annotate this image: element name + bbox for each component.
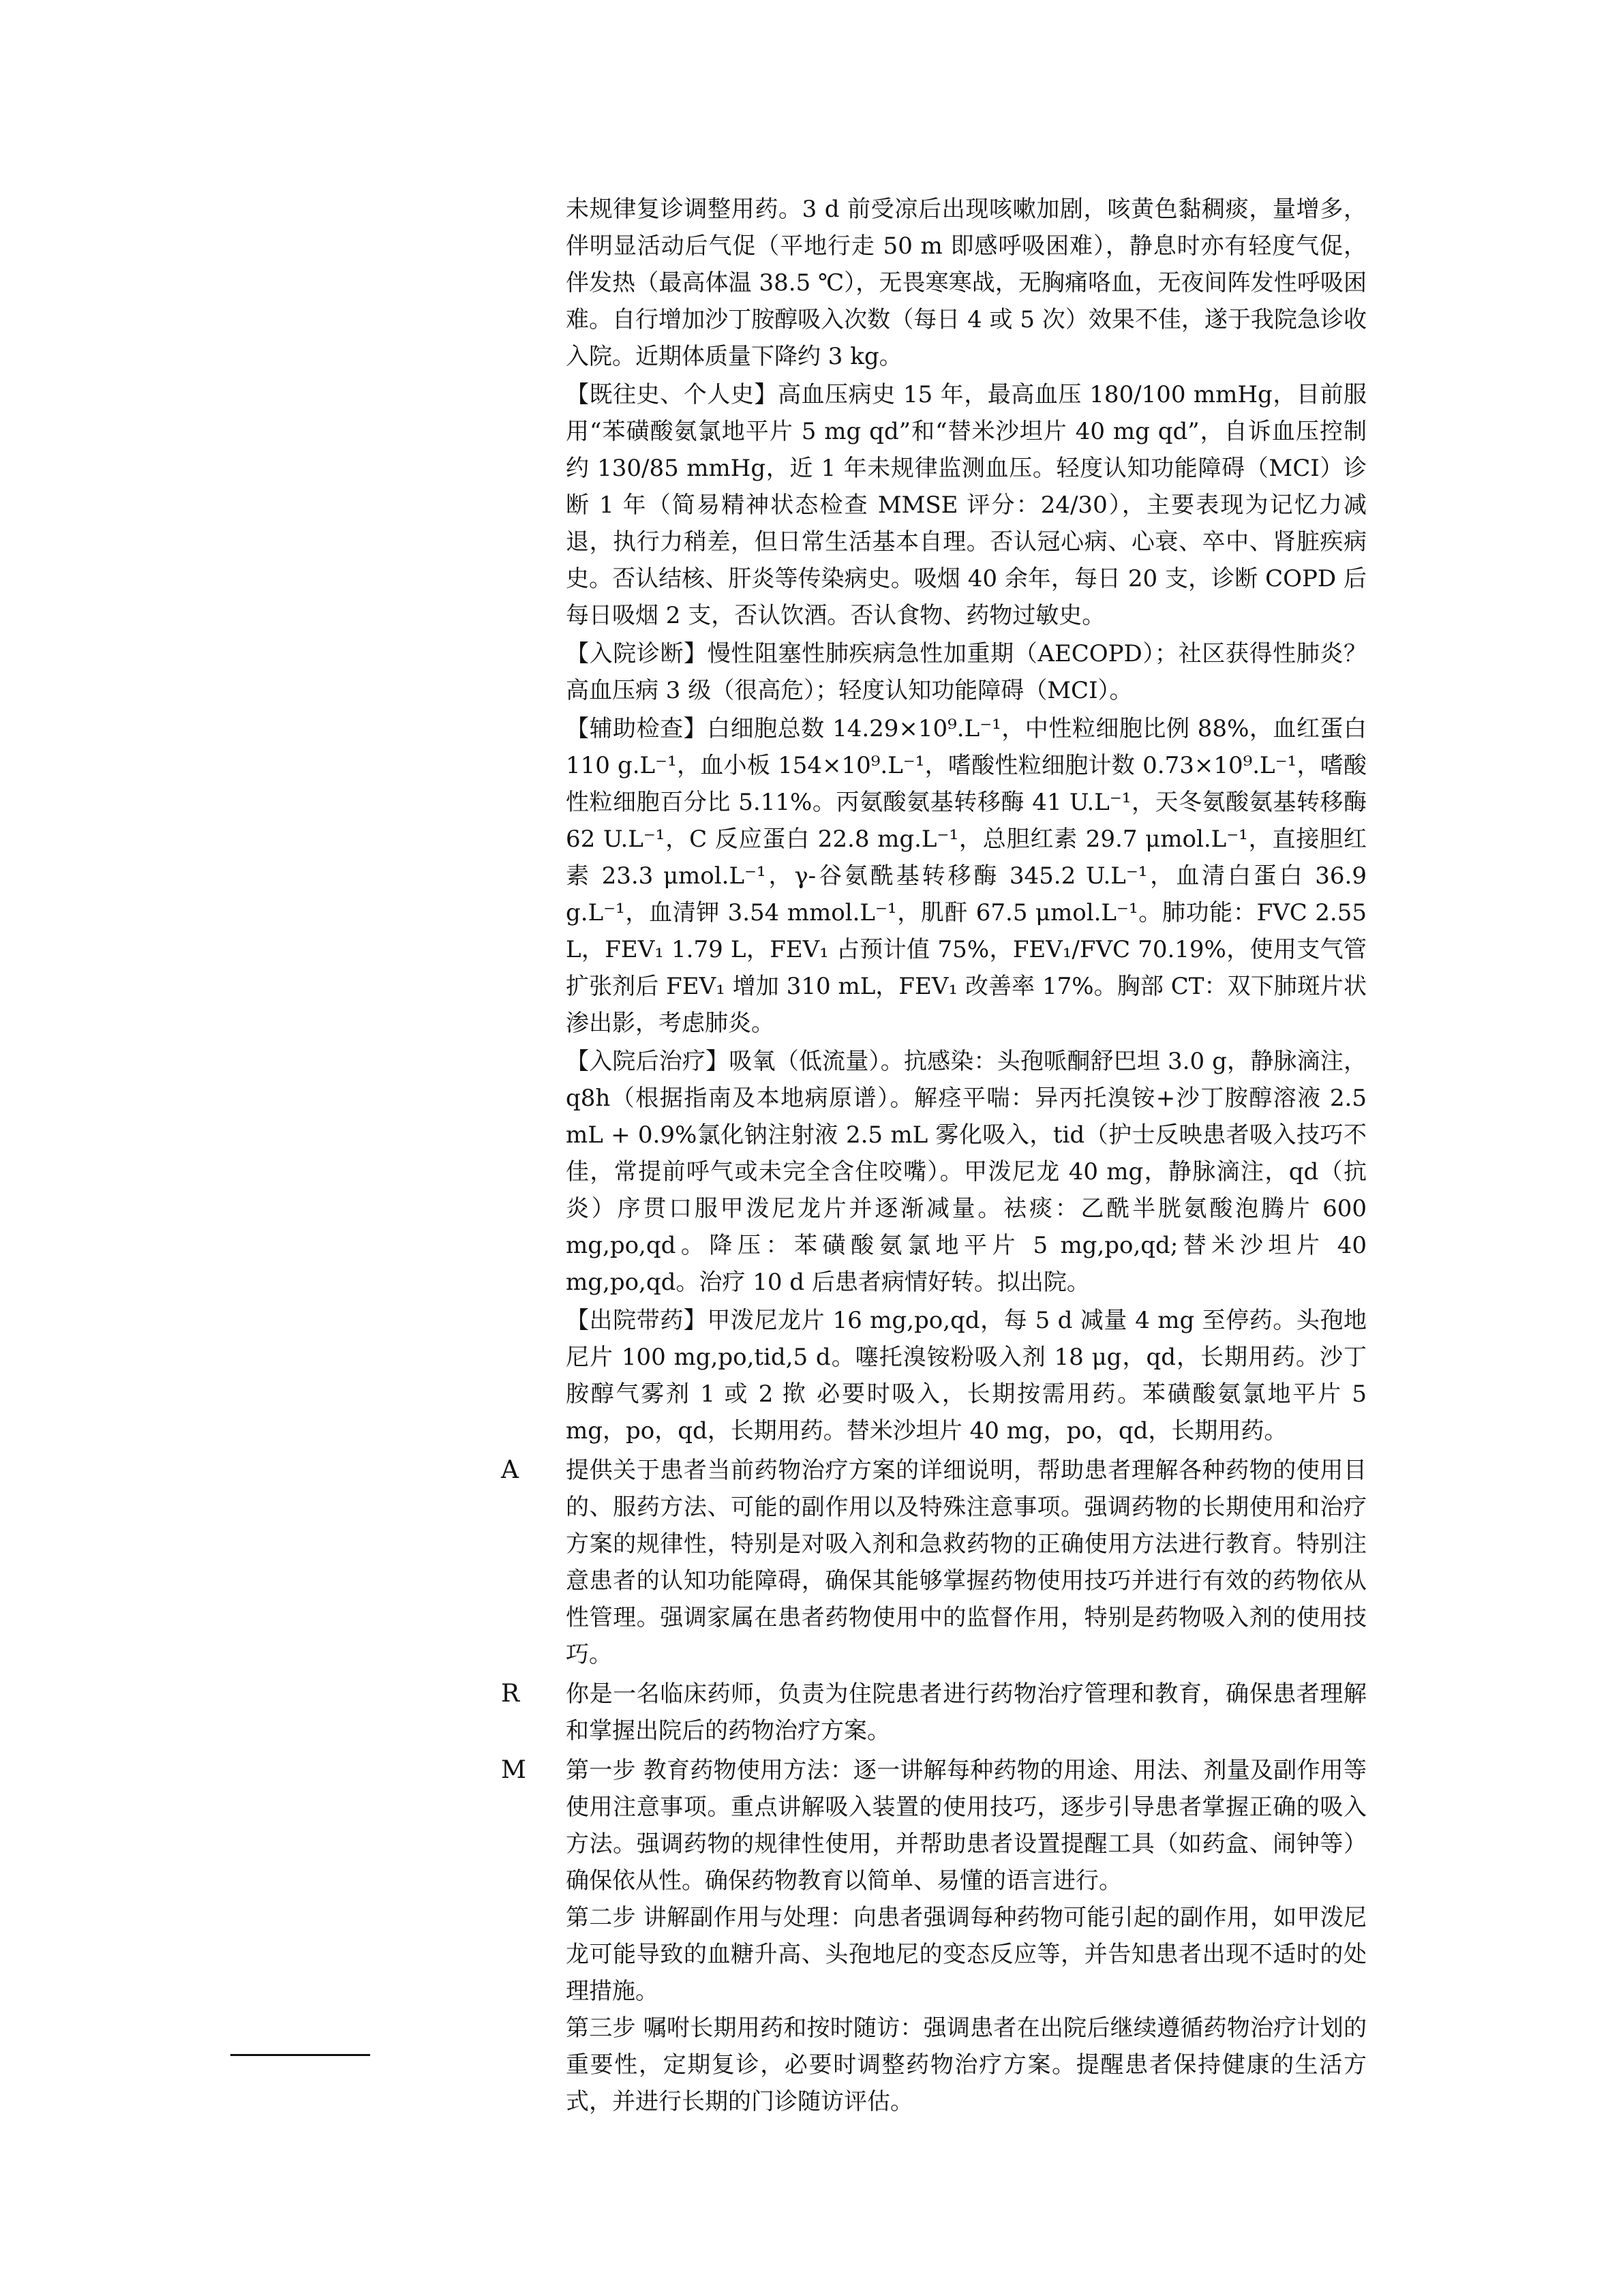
item-m	[501, 1752, 1367, 2120]
treatment-heading: 【入院后治疗】	[566, 1048, 729, 1075]
past-history-heading: 【既往史、个人史】	[566, 381, 778, 408]
treatment-section	[566, 1043, 1367, 1301]
item-r	[501, 1676, 1367, 1749]
discharge-heading: 【出院带药】	[566, 1307, 708, 1334]
treatment-text: 吸氧（低流量）。抗感染：头孢哌酮舒巴坦 3.0 g，静脉滴注，q8h（根据指南及本地病原谱）。解痉平喘：异丙托溴铵+沙丁胺醇溶液 2.5 mL + 0.9%氯化钠注射液 2.5 mL 雾化吸入，tid（护士反映患者吸入技巧不佳，常提前呼气或未完全含住咬嘴）。甲泼尼龙 40 mg，静脉滴注，qd（抗炎）序贯口服甲泼尼龙片并逐渐减量。祛痰：乙酰半胱氨酸泡腾片 600 mg,po,qd。降压：苯磺酸氨氯地平片 5 mg,po,qd;替米沙坦片 40 mg,po,qd。治疗 10 d 后患者病情好转。拟出院。	[566, 1048, 1367, 1296]
discharge-text: 甲泼尼龙片 16 mg,po,qd，每 5 d 减量 4 mg 至停药。头孢地尼片 100 mg,po,tid,5 d。噻托溴铵粉吸入剂 18 μg，qd，长期用药。沙丁胺醇气雾剂 1 或 2 揿 必要时吸入，长期按需用药。苯磺酸氨氯地平片 5 mg，po，qd，长期用药。替米沙坦片 40 mg，po，qd，长期用药。	[566, 1307, 1367, 1445]
auxiliary-exam-heading: 【辅助检查】	[566, 715, 708, 742]
item-r-text: 你是一名临床药师，负责为住院患者进行药物治疗管理和教育，确保患者理解和掌握出院后的药物治疗方案。	[566, 1680, 1367, 1744]
item-m-letter: M	[501, 1756, 526, 1784]
item-m-step-2: 第二步 讲解副作用与处理：向患者强调每种药物可能引起的副作用，如甲泼尼龙可能导致的血糖升高、头孢地尼的变态反应等，并告知患者出现不适时的处理措施。	[566, 1904, 1367, 2005]
discharge-section	[566, 1302, 1367, 1449]
item-r-letter: R	[501, 1680, 520, 1708]
item-a-letter: A	[501, 1456, 519, 1484]
footnote-divider	[230, 2054, 370, 2056]
admission-diagnosis-heading: 【入院诊断】	[566, 640, 708, 667]
past-history-text: 高血压病史 15 年，最高血压 180/100 mmHg，目前服用“苯磺酸氨氯地平片 5 mg qd”和“替米沙坦片 40 mg qd”，自诉血压控制约 130/85 mmHg，近 1 年未规律监测血压。轻度认知功能障碍（MCI）诊断 1 年（简易精神状态检查 MMSE 评分：24/30），主要表现为记忆力减退，执行力稍差，但日常生活基本自理。否认冠心病、心衰、卒中、肾脏疾病史。否认结核、肝炎等传染病史。吸烟 40 余年，每日 20 支，诊断 COPD 后每日吸烟 2 支，否认饮酒。否认食物、药物过敏史。	[566, 381, 1367, 629]
main-text-column	[501, 191, 1367, 2120]
auxiliary-exam-text: 白细胞总数 14.29×10⁹.L⁻¹，中性粒细胞比例 88%，血红蛋白 110 g.L⁻¹，血小板 154×10⁹.L⁻¹，嗜酸性粒细胞计数 0.73×10⁹.L⁻¹，嗜酸性粒细胞百分比 5.11%。丙氨酸氨基转移酶 41 U.L⁻¹，天冬氨酸氨基转移酶 62 U.L⁻¹，C 反应蛋白 22.8 mg.L⁻¹，总胆红素 29.7 μmol.L⁻¹，直接胆红素 23.3 μmol.L⁻¹，γ-谷氨酰基转移酶 345.2 U.L⁻¹，血清白蛋白 36.9 g.L⁻¹，血清钾 3.54 mmol.L⁻¹，肌酐 67.5 μmol.L⁻¹。肺功能：FVC 2.55 L，FEV₁ 1.79 L，FEV₁ 占预计值 75%，FEV₁/FVC 70.19%，使用支气管扩张剂后 FEV₁ 增加 310 mL，FEV₁ 改善率 17%。胸部 CT：双下肺斑片状渗出影，考虑肺炎。	[566, 715, 1367, 1037]
admission-diagnosis-section	[566, 635, 1367, 709]
past-history-section	[566, 376, 1367, 634]
item-a-text: 提供关于患者当前药物治疗方案的详细说明，帮助患者理解各种药物的使用目的、服药方法、可能的副作用以及特殊注意事项。强调药物的长期使用和治疗方案的规律性，特别是对吸入剂和急救药物的正确使用方法进行教育。特别注意患者的认知功能障碍，确保其能够掌握药物使用技巧并进行有效的药物依从性管理。强调家属在患者药物使用中的监督作用，特别是药物吸入剂的使用技巧。	[566, 1457, 1367, 1668]
admission-diagnosis-text: 慢性阻塞性肺疾病急性加重期（AECOPD）；社区获得性肺炎？高血压病 3 级（很高危）；轻度认知功能障碍（MCI）。	[566, 640, 1367, 704]
auxiliary-exam-section	[566, 710, 1367, 1042]
item-m-step-3: 第三步 嘱咐长期用药和按时随访：强调患者在出院后继续遵循药物治疗计划的重要性，定期复诊，必要时调整药物治疗方案。提醒患者保持健康的生活方式，并进行长期的门诊随访评估。	[566, 2014, 1367, 2115]
history-continued-paragraph: 未规律复诊调整用药。3 d 前受凉后出现咳嗽加剧，咳黄色黏稠痰，量增多，伴明显活动后气促（平地行走 50 m 即感呼吸困难），静息时亦有轻度气促，伴发热（最高体温 38.5 ℃），无畏寒寒战，无胸痛咯血，无夜间阵发性呼吸困难。自行增加沙丁胺醇吸入次数（每日 4 或 5 次）效果不佳，遂于我院急诊收入院。近期体质量下降约 3 kg。	[566, 196, 1367, 370]
item-a	[501, 1452, 1367, 1673]
item-m-step-1: 第一步 教育药物使用方法：逐一讲解每种药物的用途、用法、剂量及副作用等使用注意事项。重点讲解吸入装置的使用技巧，逐步引导患者掌握正确的吸入方法。强调药物的规律性使用，并帮助患者设置提醒工具（如药盒、闹钟等）确保依从性。确保药物教育以简单、易懂的语言进行。	[566, 1757, 1367, 1894]
